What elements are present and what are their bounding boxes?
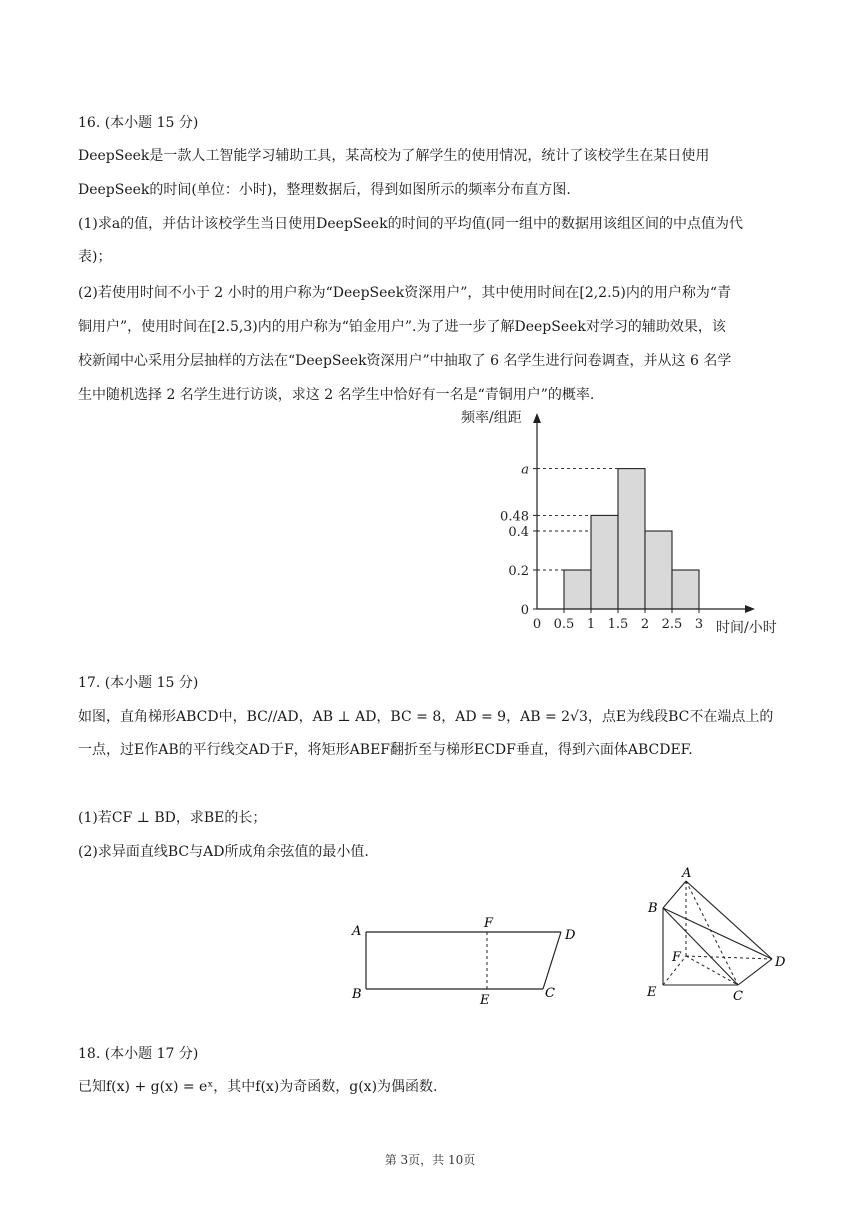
x-tick-label: 2.5 xyxy=(661,617,683,632)
y-axis-arrow xyxy=(533,413,541,423)
q17-intro-line-2: 一点，过E作AB的平行线交AD于F，将矩形ABEF翻折至与梯形ECDF垂直，得到六面体ABCDEF. xyxy=(78,742,693,758)
histogram-bar xyxy=(564,570,591,609)
label-c: C xyxy=(545,986,555,1001)
trapezoid-figure xyxy=(340,905,590,1015)
hexahedron-figure xyxy=(635,860,805,1010)
q16-intro-line-2: DeepSeek的时间(单位：小时)，整理数据后，得到如图所示的频率分布直方图. xyxy=(78,182,571,198)
q17-intro-line-1: 如图，直角梯形ABCD中，BC//AD，AB ⊥ AD，BC = 8，AD = 9，AB = 2√3，点E为线段BC不在端点上的 xyxy=(78,709,774,725)
x-axis-title: 时间/小时 xyxy=(716,620,777,636)
label-d: D xyxy=(775,955,786,970)
q16-part1-line-2: 表)； xyxy=(78,249,112,265)
histogram-bar xyxy=(591,515,618,609)
q16-intro-line-1: DeepSeek是一款人工智能学习辅助工具，某高校为了解学生的使用情况，统计了该校学生在某日使用 xyxy=(78,148,710,164)
page-footer: 第 3页，共 10页 xyxy=(384,1153,476,1167)
q17-part1: (1)若CF ⊥ BD，求BE的长； xyxy=(78,810,267,826)
y-tick-label: 0.48 xyxy=(500,509,529,525)
label-b: B xyxy=(352,987,362,1002)
edge-cd xyxy=(543,932,561,989)
q18-intro: 已知f(x) + g(x) = eˣ，其中f(x)为奇函数，g(x)为偶函数. xyxy=(78,1079,438,1095)
q16-part2-line-4: 生中随机选择 2 名学生进行访谈，求这 2 名学生中恰好有一名是“青铜用户”的概率. xyxy=(78,387,595,403)
label-a: A xyxy=(352,924,362,939)
q16-title: 16. (本小题 15 分) xyxy=(78,115,199,131)
x-axis-arrow xyxy=(745,605,755,613)
q16-part2-line-3: 校新闻中心采用分层抽样的方法在“DeepSeek资深用户”中抽取了 6 名学生进行问卷调查，并从这 6 名学 xyxy=(78,353,732,369)
label-d: D xyxy=(565,928,576,943)
label-a: A xyxy=(682,866,692,881)
label-b: B xyxy=(648,901,658,916)
x-tick-label: 0 xyxy=(532,617,542,632)
y-tick-label: 0 xyxy=(520,603,529,618)
label-e: E xyxy=(647,985,657,1000)
x-tick-label: 0.5 xyxy=(553,617,575,632)
histogram-bar xyxy=(618,469,645,609)
q16-part2-line-2: 铜用户”，使用时间在[2.5,3)内的用户称为“铂金用户”.为了进一步了解DeepSeek对学习的辅助效果，该 xyxy=(78,319,726,335)
x-tick-label: 1 xyxy=(586,617,596,632)
histogram-bar xyxy=(645,531,672,609)
x-tick-label: 1.5 xyxy=(607,617,629,632)
q17-part2: (2)求异面直线BC与AD所成角余弦值的最小值. xyxy=(78,844,369,860)
frequency-histogram xyxy=(450,402,800,642)
label-f: F xyxy=(484,916,494,931)
q16-part2-line-1: (2)若使用时间不小于 2 小时的用户称为“DeepSeek资深用户”，其中使用时间在[2,2.5)内的用户称为“青 xyxy=(78,285,732,301)
label-e: E xyxy=(480,993,490,1008)
y-tick-label: 0.2 xyxy=(508,564,529,579)
q17-title: 17. (本小题 15 分) xyxy=(78,675,199,691)
y-tick-label: 0.4 xyxy=(508,525,529,540)
x-tick-label: 3 xyxy=(694,617,704,632)
y-tick-label: a xyxy=(521,462,529,478)
x-tick-label: 2 xyxy=(640,617,650,632)
histogram-bar xyxy=(672,570,699,609)
label-f: F xyxy=(672,950,682,965)
y-axis-title: 频率/组距 xyxy=(461,410,522,426)
q16-part1-line-1: (1)求a的值，并估计该校学生当日使用DeepSeek的时间的平均值(同一组中的数据用该组区间的中点值为代 xyxy=(78,216,744,232)
label-c: C xyxy=(733,989,743,1004)
q18-title: 18. (本小题 17 分) xyxy=(78,1046,199,1062)
